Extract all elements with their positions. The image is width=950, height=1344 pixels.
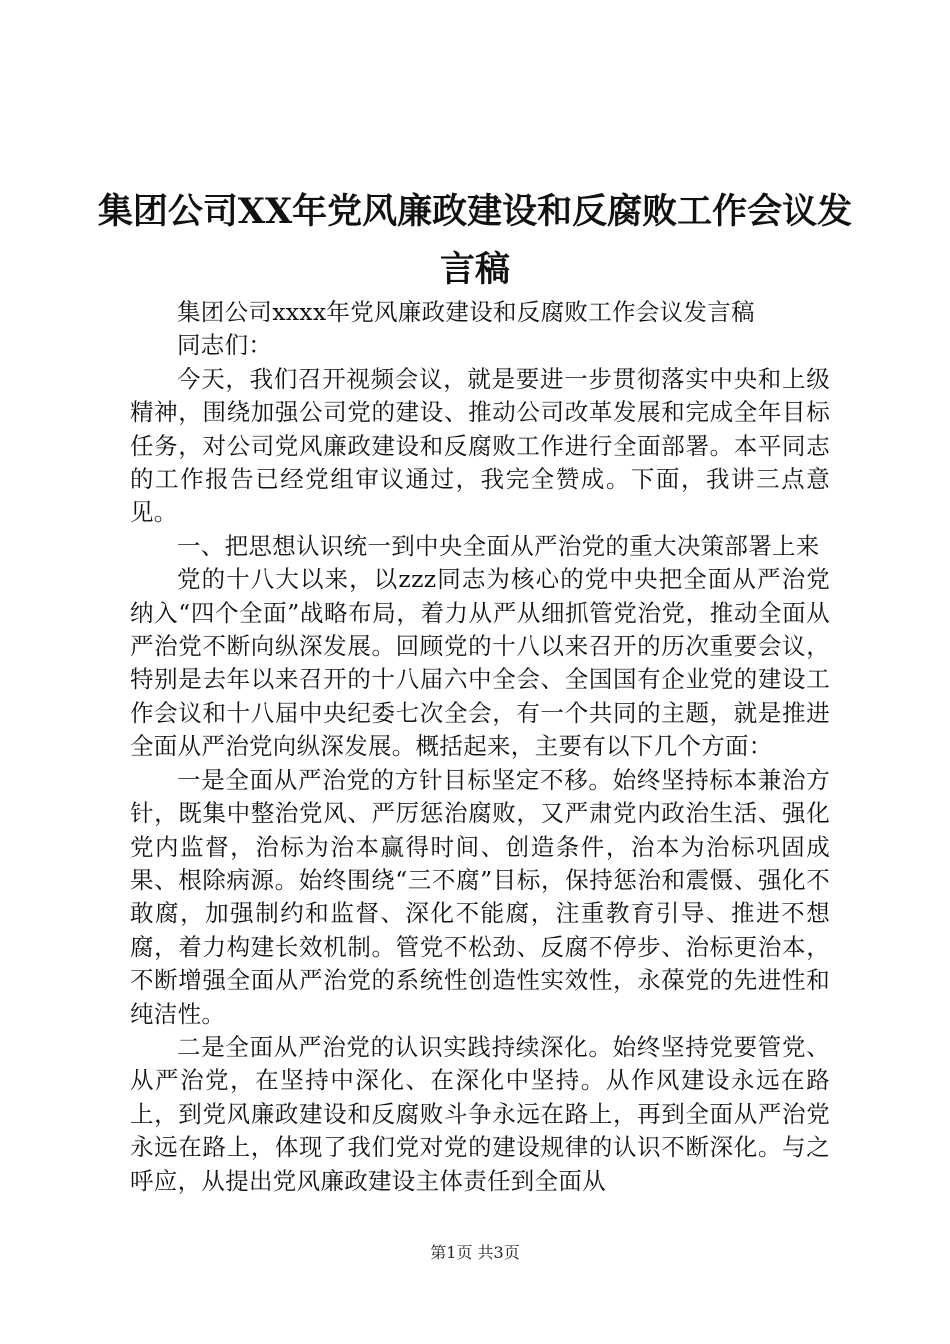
paragraph-point-one: 一是全面从严治党的方针目标坚定不移。始终坚持标本兼治方针，既集中整治党风、严厉惩治腐败，又严肃党内政治生活、强化党内监督，治标为治本赢得时间、创造条件，治本为治标巩固成果、根除病源。始终围绕“三不腐”目标，保持惩治和震慑、强化不敢腐，加强制约和监督、深化不能腐，注重教育引导、推进不想腐，着力构建长效机制。管党不松劲、反腐不停步、治标更治本，不断增强全面从严治党的系统性创造性实效性，永葆党的先进性和纯洁性。	[130, 765, 830, 1028]
paragraph-intro: 今天，我们召开视频会议，就是要进一步贯彻落实中央和上级精神，围绕加强公司党的建设、推动公司改革发展和完成全年目标任务，对公司党风廉政建设和反腐败工作进行全面部署。本平同志的工作报告已经党组审议通过，我完全赞成。下面，我讲三点意见。	[130, 364, 830, 527]
paragraph-heading-repeat: 集团公司xxxx年党风廉政建设和反腐败工作会议发言稿	[177, 298, 755, 326]
paragraph-point-two: 二是全面从严治党的认识实践持续深化。始终坚持党要管党、从严治党，在坚持中深化、在深化中坚持。从作风建设永远在路上，到党风廉政建设和反腐败斗争永远在路上，再到全面从严治党永远在路上，体现了我们党对党的建设规律的认识不断深化。与之呼应，从提出党风廉政建设主体责任到全面从	[130, 1032, 830, 1195]
document-body	[130, 296, 830, 1198]
paragraph-section-heading: 一、把思想认识统一到中央全面从严治党的重大决策部署上来	[177, 531, 820, 560]
paragraph-salutation: 同志们：	[177, 331, 273, 360]
paragraph-overview: 党的十八大以来，以zzz同志为核心的党中央把全面从严治党纳入“四个全面”战略布局，着力从严从细抓管党治党，推动全面从严治党不断向纵深发展。回顾党的十八以来召开的历次重要会议，特别是去年以来召开的十八届六中全会、全国国有企业党的建设工作会议和十八届中央纪委七次全会，有一个共同的主题，就是推进全面从严治党向纵深发展。概括起来，主要有以下几个方面：	[130, 565, 830, 761]
page-footer: 第1页 共3页	[430, 1243, 520, 1262]
document-title: 集团公司XX年党风廉政建设和反腐败工作会议发言稿	[97, 191, 853, 291]
